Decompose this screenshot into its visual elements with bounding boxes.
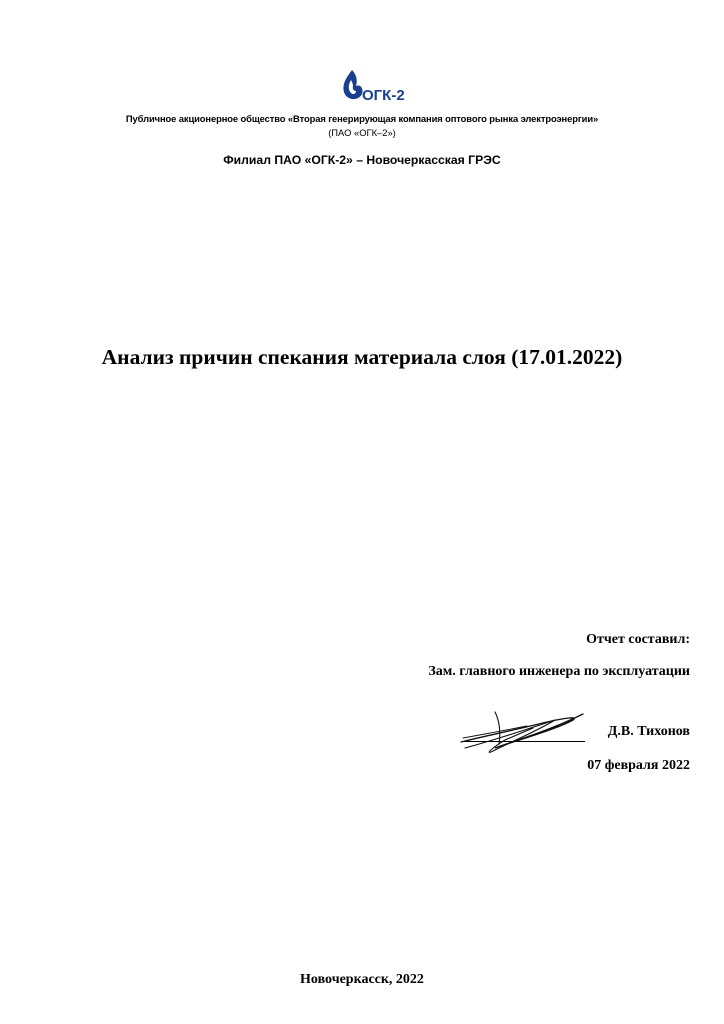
- branch-name: Филиал ПАО «ОГК-2» – Новочеркасская ГРЭС: [223, 153, 501, 167]
- document-title: Анализ причин спекания материала слоя (17.01.2022): [101, 345, 623, 369]
- company-short-name: (ПАО «ОГК–2»): [328, 127, 396, 138]
- company-full-name: Публичное акционерное общество «Вторая генерирующая компания оптового рынка электроэнергии»: [125, 113, 599, 124]
- signatory-name: Д.В. Тихонов: [607, 724, 690, 739]
- footer-place-year: Новочеркасск, 2022: [300, 972, 424, 987]
- logo-text: ОГК-2: [362, 87, 405, 104]
- signatory-label: Отчет составил:: [586, 632, 690, 647]
- signature-date: 07 февраля 2022: [587, 758, 690, 773]
- company-logo: [336, 64, 416, 108]
- signatory-position: Зам. главного инженера по эксплуатации: [428, 664, 690, 679]
- handwritten-signature: [455, 700, 595, 764]
